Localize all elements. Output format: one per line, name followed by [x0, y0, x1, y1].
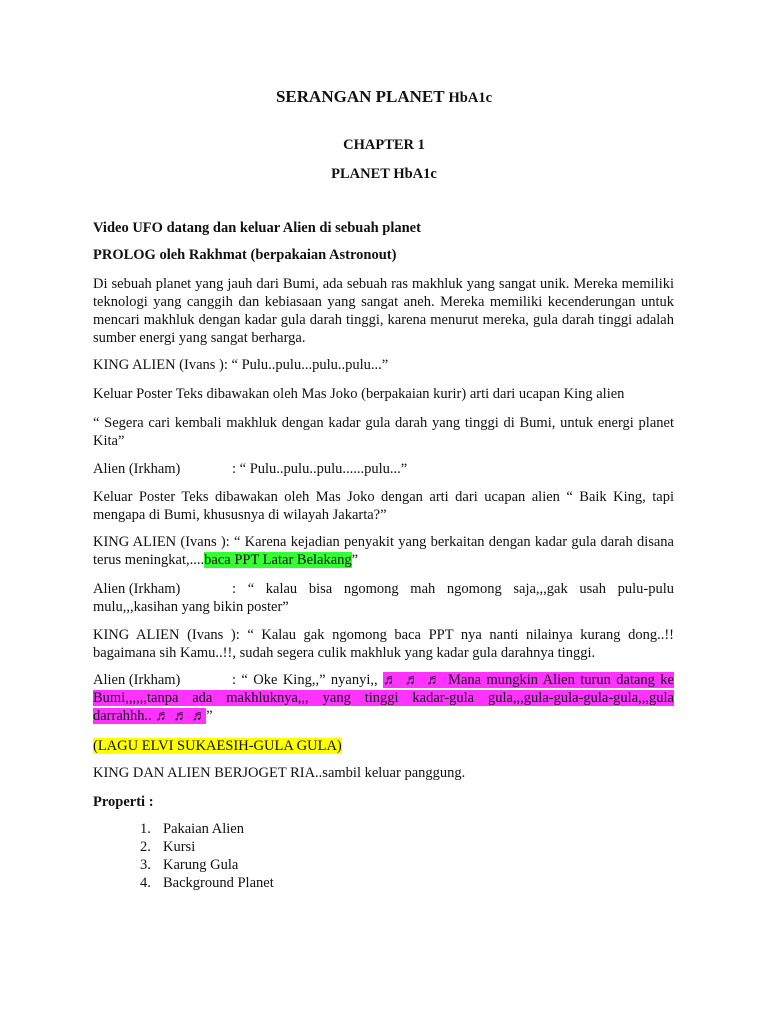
alien-line-1	[93, 460, 674, 478]
title-suffix: HbA1c	[448, 90, 493, 106]
list-label: Kursi	[163, 839, 196, 855]
speaker-label: Alien (Irkham)	[93, 672, 181, 688]
chapter-subtitle: PLANET HbA1c	[331, 166, 437, 182]
alien-line-2	[93, 580, 674, 616]
song-lyrics-highlight: ♬ ♬ ♬ Mana mungkin Alien turun datang ke Bumi,,,,,,tanpa ada makhluknya,,, yang tinggi kadar-gula gula,,,gula-gula-gula-gula,,,gula darrahhh.. ♬ ♬ ♬	[93, 672, 674, 724]
dance-line: KING DAN ALIEN BERJOGET RIA..sambil keluar panggung.	[93, 765, 466, 781]
list-label: Background Planet	[163, 875, 274, 891]
list-item	[93, 856, 674, 874]
dialogue-text: : “ Oke King,,” nyanyi,,	[232, 672, 384, 688]
video-line: Video UFO datang dan keluar Alien di sebuah planet	[93, 220, 421, 236]
list-item	[93, 820, 674, 838]
song-title-highlight: (LAGU ELVI SUKAESIH-GULA GULA)	[93, 738, 342, 754]
list-number: 3.	[140, 857, 151, 873]
alien-line-3	[93, 671, 674, 725]
list-number: 2.	[140, 839, 151, 855]
speaker-label: Alien (Irkham)	[93, 461, 181, 477]
poster-quote-1: “ Segera cari kembali makhluk dengan kadar gula darah yang tinggi di Bumi, untuk energi planet Kita”	[93, 415, 674, 449]
king-line-3: KING ALIEN (Ivans ): “ Kalau gak ngomong baca PPT nya nanti nilainya kurang dong..!! bagaimana sih Kamu..!!, sudah segera culik makhluk yang kadar gula darahnya tinggi.	[93, 627, 674, 661]
song-line	[93, 737, 674, 755]
list-label: Pakaian Alien	[163, 821, 244, 837]
chapter-heading: CHAPTER 1	[343, 137, 425, 153]
list-number: 1.	[140, 821, 151, 837]
list-item	[93, 874, 674, 892]
prolog-paragraph: Di sebuah planet yang jauh dari Bumi, ada sebuah ras makhluk yang sangat unik. Mereka memiliki teknologi yang canggih dan kebiasaan yang sangat aneh. Mereka memiliki kecenderungan untuk mencari makhluk dengan kadar gula darah tinggi, karena menurut mereka, gula darah tinggi adalah sumber energi yang sangat berharga.	[93, 276, 674, 346]
dialogue-text: : “ kalau bisa ngomong mah ngomong saja,,,gak usah pulu-pulu mulu,,,kasihan yang bikin poster”	[93, 581, 674, 615]
dialogue-text: : “ Pulu..pulu..pulu......pulu...”	[232, 461, 408, 477]
king-line-1: KING ALIEN (Ivans ): “ Pulu..pulu...pulu..pulu...”	[93, 357, 389, 373]
poster-line-1: Keluar Poster Teks dibawakan oleh Mas Joko (berpakaian kurir) arti dari ucapan King alien	[93, 386, 625, 402]
closing-quote: ”	[206, 708, 213, 724]
properti-list	[93, 820, 674, 892]
closing-quote: ”	[351, 552, 359, 568]
highlighted-note: baca PPT Latar Belakang	[204, 552, 352, 568]
list-item	[93, 838, 674, 856]
properti-heading: Properti :	[93, 794, 154, 810]
prolog-line: PROLOG oleh Rakhmat (berpakaian Astronout)	[93, 247, 397, 263]
list-label: Karung Gula	[163, 857, 239, 873]
speaker-label: Alien (Irkham)	[93, 581, 181, 597]
document-title	[0, 88, 768, 107]
poster-line-2: Keluar Poster Teks dibawakan oleh Mas Joko dengan arti dari ucapan alien “ Baik King, tapi mengapa di Bumi, khususnya di wilayah Jakarta?”	[93, 489, 674, 523]
list-number: 4.	[140, 875, 151, 891]
title-main: SERANGAN PLANET	[275, 87, 449, 106]
dialogue-text: KING ALIEN (Ivans ): “ Karena kejadian penyakit yang berkaitan dengan kadar gula darah disana terus meningkat,....	[93, 534, 674, 568]
king-line-2	[93, 533, 674, 569]
